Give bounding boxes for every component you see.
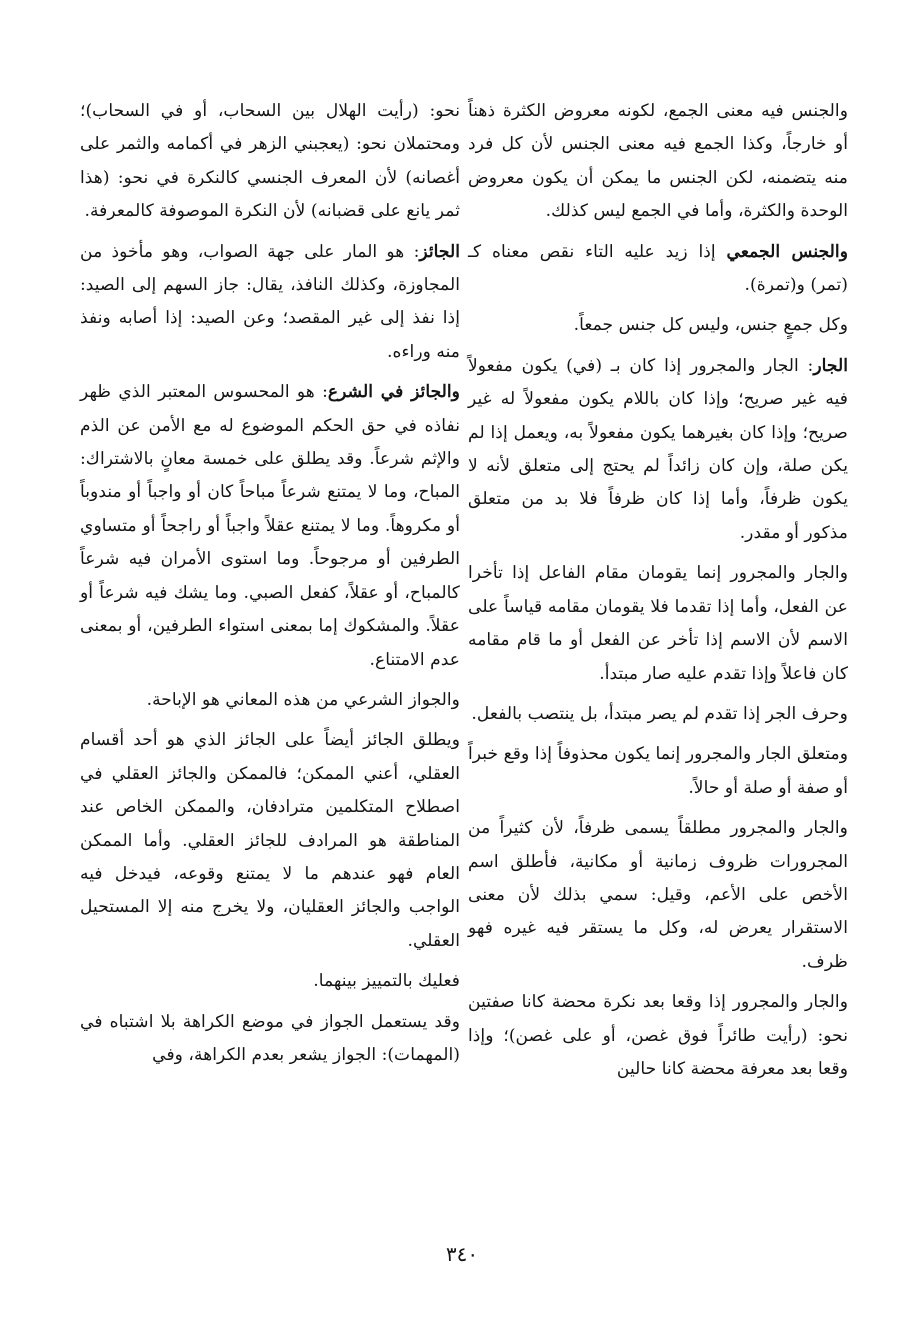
paragraph-text: نحو: (رأيت الهلال بين السحاب، أو في السحاب)؛ ومحتملان نحو: (يعجبني الزهر في أكمامه والثمر على أغصانه) لأن المعرف الجنسي كالنكرة في نحو: (هذا ثمر يانع على قضبانه) لأن النكرة الموصوفة كالمعرفة.	[80, 101, 460, 222]
paragraph-text: والجنس فيه معنى الجمع، لكونه معروض الكثرة ذهناً أو خارجاً، وكذا الجمع فيه معنى الجنس لأن كل فرد منه يتضمنه، لكن الجنس ما يمكن أن يكون معروض الوحدة والكثرة، وأما في الجمع ليس كذلك.	[468, 101, 848, 222]
paragraph-text: : هو المحسوس المعتبر الذي ظهر نفاذه في حق الحكم الموضوع له مع الأمن عن الذم والإثم شرعاً. وقد يطلق على خمسة معانٍ بالاشتراك: المباح، وما لا يمتنع شرعاً مباحاً كان أو واجباً أو مندوباً أو مكروهاً. وما لا يمتنع عقلاً واجباً أو راجحاً أو متساوي الطرفين أو مرجوحاً. وما استوى الأمران فيه شرعاً كالمباح، أو عقلاً، كفعل الصبي. وما يشك فيه شرعاً أو عقلاً. والمشكوك إما بمعنى استواء الطرفين، أو بمعنى عدم الامتناع.	[80, 382, 460, 670]
paragraph	[468, 738, 848, 805]
paragraph-text: والجواز الشرعي من هذه المعاني هو الإباحة.	[146, 689, 460, 710]
right-column	[468, 95, 848, 1086]
paragraph-text: : الجار والمجرور إذا كان بـ (في) يكون مفعولاً فيه غير صريح؛ وإذا كان باللام يكون مفعولاً له غير صريح؛ وإذا كان بغيرهما يكون مفعولاً به، ويعمل إذا لم يكن صلة، وإن كان زائداً لم يحتج إلى متعلق لأنه لا يكون ظرفاً، وأما إذا كان ظرفاً فلا بد من متعلق مذكور أو مقدر.	[468, 355, 848, 543]
paragraph-text: والجار والمجرور مطلقاً يسمى ظرفاً، لأن كثيراً من المجرورات ظروف زمانية أو مكانية، فأطلق اسم الأخص على الأعم، وقيل: سمي بذلك لأن معنى الاستقرار يعرض له، وكل ما يستقر فيه غيره فهو ظرف.	[468, 818, 848, 972]
paragraph	[80, 376, 460, 677]
entry-term: الجائز	[419, 241, 460, 262]
paragraph-text: والجار والمجرور إذا وقعا بعد نكرة محضة كانا صفتين نحو: (رأيت طائراً فوق غصن، أو على غصن)؛ وإذا وقعا بعد معرفة محضة كانا حالين	[468, 992, 848, 1079]
paragraph-text: وحرف الجر إذا تقدم لم يصر مبتدأ، بل ينتصب بالفعل.	[471, 703, 848, 724]
paragraph-text: : هو المار على جهة الصواب، وهو مأخوذ من المجاوزة، وكذلك النافذ، يقال: جاز السهم إلى الصيد: إذا نفذ إلى غير المقصد؛ وعن الصيد: إذا أصابه ونفذ منه وراءه.	[80, 241, 460, 362]
paragraph	[468, 350, 848, 550]
paragraph	[80, 724, 460, 958]
page-number: ٣٤٠	[445, 1242, 479, 1266]
paragraph-text: فعليك بالتمييز بينهما.	[313, 971, 460, 992]
paragraph	[468, 986, 848, 1086]
entry-term: والجائز في الشرع	[327, 382, 460, 403]
paragraph	[80, 236, 460, 370]
paragraph-text: والجار والمجرور إنما يقومان مقام الفاعل إذا تأخرا عن الفعل، وأما إذا تقدما فلا يقومان مقامه قياساً على الاسم لأن الاسم إذا تأخر عن الفعل أو ما قام مقامه كان فاعلاً وإذا تقدم عليه صار مبتدأ.	[468, 563, 848, 684]
paragraph	[468, 95, 848, 229]
left-column	[80, 95, 460, 1072]
paragraph	[468, 698, 848, 731]
paragraph-text: إذا زيد عليه التاء نقص معناه كـ (تمر) و(تمرة).	[468, 241, 848, 296]
paragraph	[468, 812, 848, 979]
paragraph-text: وقد يستعمل الجواز في موضع الكراهة بلا اشتباه في (المهمات): الجواز يشعر بعدم الكراهة، وفي	[80, 1011, 460, 1065]
paragraph	[468, 557, 848, 691]
paragraph	[80, 684, 460, 717]
paragraph	[468, 309, 848, 342]
paragraph	[468, 236, 848, 303]
paragraph	[80, 95, 460, 229]
entry-term: الجار	[813, 355, 848, 376]
paragraph	[80, 965, 460, 998]
paragraph	[80, 1006, 460, 1073]
paragraph-text: وكل جمعٍ جنس، وليس كل جنس جمعاً.	[573, 315, 848, 336]
entry-term: والجنس الجمعي	[726, 241, 848, 262]
paragraph-text: ويطلق الجائز أيضاً على الجائز الذي هو أحد أقسام العقلي، أعني الممكن؛ فالممكن والجائز العقلي في اصطلاح المتكلمين مترادفان، والممكن الخاص عند المناطقة هو المرادف للجائز العقلي. وأما الممكن العام فهو عندهم ما لا يمتنع وقوعه، فيدخل فيه الواجب والجائز العقليان، ولا يخرج منه إلا المستحيل العقلي.	[80, 730, 460, 951]
paragraph-text: ومتعلق الجار والمجرور إنما يكون محذوفاً إذا وقع خبراً أو صفة أو صلة أو حالاً.	[468, 744, 848, 798]
